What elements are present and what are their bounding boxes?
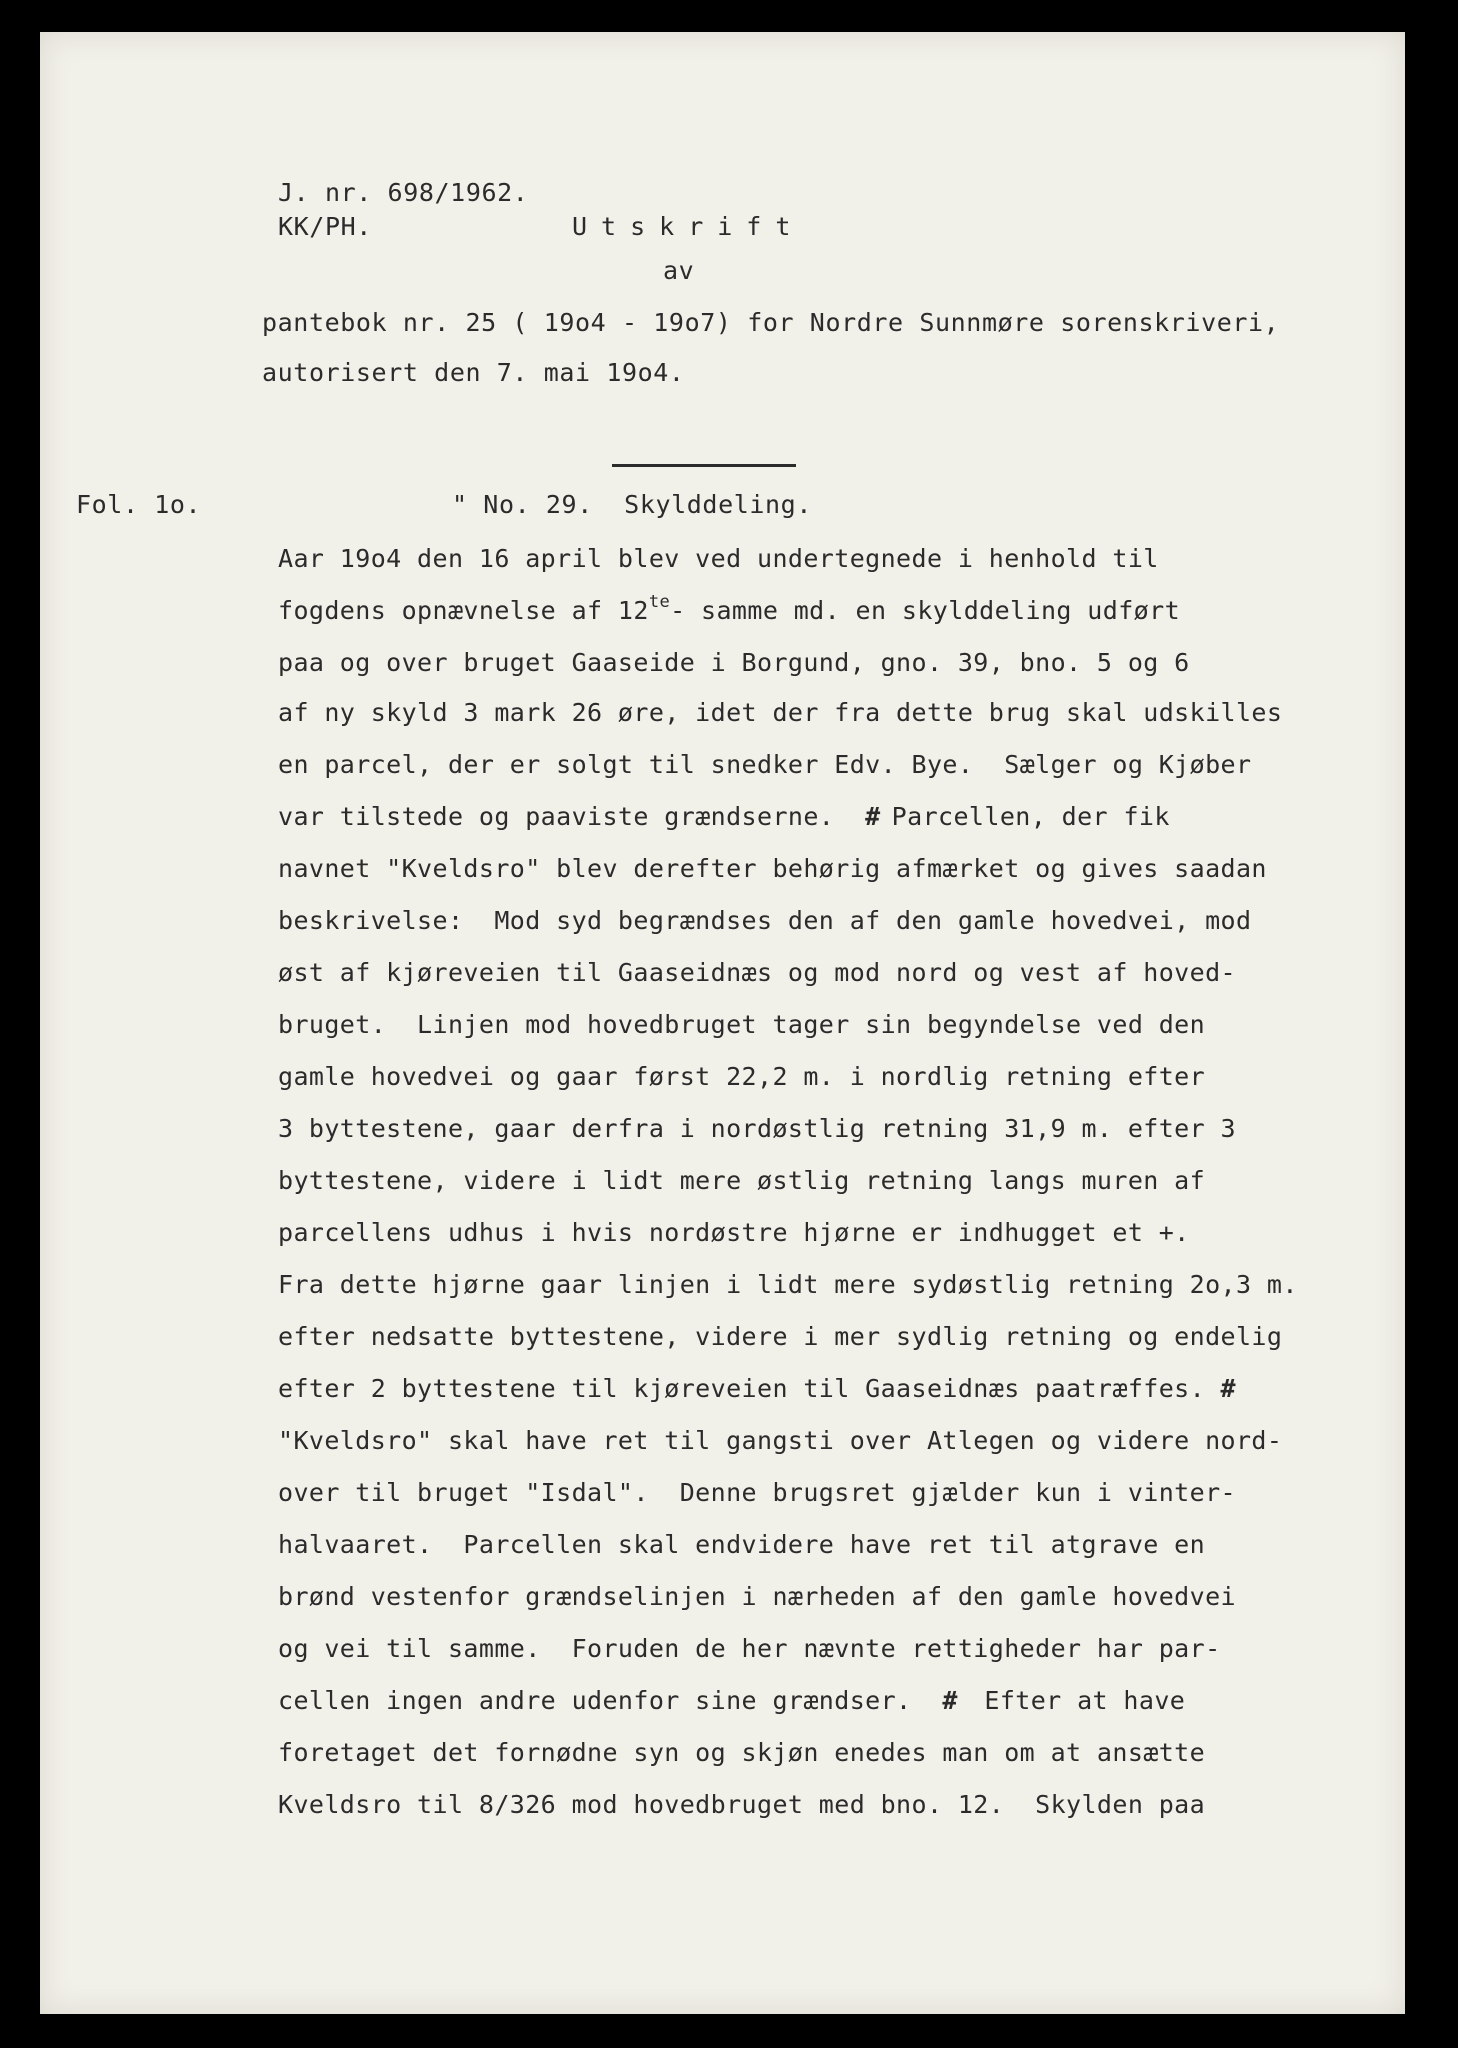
entry-heading: " No. 29. Skylddeling.	[452, 490, 812, 519]
body-line: halvaaret. Parcellen skal endvidere have ret til atgrave en	[278, 1530, 1206, 1559]
body-line: 3 byttestene, gaar derfra i nordøstlig retning 31,9 m. efter 3	[278, 1114, 1236, 1143]
body-line: over til bruget "Isdal". Denne brugsret gjælder kun i vinter-	[278, 1478, 1236, 1507]
body-line: brønd vestenfor grændselinjen i nærheden af den gamle hovedvei	[278, 1582, 1236, 1611]
body-text: Efter at have	[953, 1686, 1186, 1715]
body-line: efter nedsatte byttestene, videre i mer sydlig retning og endelig	[278, 1322, 1283, 1351]
body-line: beskrivelse: Mod syd begrændses den af den gamle hovedvei, mod	[278, 906, 1252, 935]
body-line: byttestene, videre i lidt mere østlig retning langs muren af	[278, 1166, 1206, 1195]
body-line: af ny skyld 3 mark 26 øre, idet der fra dette brug skal udskilles	[278, 698, 1283, 727]
paragraph-mark: #	[865, 802, 877, 831]
body-line: Fra dette hjørne gaar linjen i lidt mere sydøstlig retning 2o,3 m.	[278, 1270, 1298, 1299]
superscript-te: te	[648, 592, 671, 612]
initials: KK/PH.	[278, 212, 372, 241]
title-av: av	[663, 256, 695, 285]
body-line	[278, 592, 1181, 625]
body-text: fogdens opnævnelse af 12	[278, 596, 649, 625]
body-text: cellen ingen andre udenfor sine grændser.	[278, 1686, 943, 1715]
subtitle-line-1: pantebok nr. 25 ( 19o4 - 19o7) for Nordre Sunnmøre sorenskriveri,	[262, 308, 1280, 337]
document-page	[40, 32, 1405, 2014]
folio-number: Fol. 1o.	[76, 490, 202, 519]
section-divider	[612, 464, 796, 467]
body-line: bruget. Linjen mod hovedbruget tager sin begyndelse ved den	[278, 1010, 1206, 1039]
body-line: navnet "Kveldsro" blev derefter behørig afmærket og gives saadan	[278, 854, 1267, 883]
body-line: paa og over bruget Gaaseide i Borgund, gno. 39, bno. 5 og 6	[278, 648, 1190, 677]
paragraph-mark: #	[1220, 1374, 1232, 1403]
body-line: foretaget det fornødne syn og skjøn enedes man om at ansætte	[278, 1738, 1206, 1767]
body-line: parcellens udhus i hvis nordøstre hjørne er indhugget et +.	[278, 1218, 1190, 1247]
body-line	[278, 804, 1170, 829]
body-line: Aar 19o4 den 16 april blev ved undertegnede i henhold til	[278, 544, 1159, 573]
subtitle-line-2: autorisert den 7. mai 19o4.	[262, 358, 685, 387]
body-line: "Kveldsro" skal have ret til gangsti over Atlegen og videre nord-	[278, 1426, 1283, 1455]
body-text: efter 2 byttestene til kjøreveien til Gaaseidnæs paatræffes.	[278, 1374, 1221, 1403]
body-text: var tilstede og paaviste grændserne.	[278, 802, 866, 831]
body-text: - samme md. en skylddeling udført	[670, 596, 1181, 625]
body-line: en parcel, der er solgt til snedker Edv. Bye. Sælger og Kjøber	[278, 750, 1252, 779]
journal-number: J. nr. 698/1962.	[278, 178, 529, 207]
body-line	[278, 1688, 1185, 1713]
body-text: Parcellen, der fik	[876, 802, 1170, 831]
body-line: Kveldsro til 8/326 mod hovedbruget med bno. 12. Skylden paa	[278, 1790, 1206, 1819]
body-line	[278, 1376, 1232, 1401]
document-title: Utskrift	[572, 212, 805, 241]
paragraph-mark: #	[942, 1686, 954, 1715]
body-line: øst af kjøreveien til Gaaseidnæs og mod nord og vest af hoved-	[278, 958, 1236, 987]
body-line: og vei til samme. Foruden de her nævnte rettigheder har par-	[278, 1634, 1221, 1663]
body-line: gamle hovedvei og gaar først 22,2 m. i nordlig retning efter	[278, 1062, 1206, 1091]
